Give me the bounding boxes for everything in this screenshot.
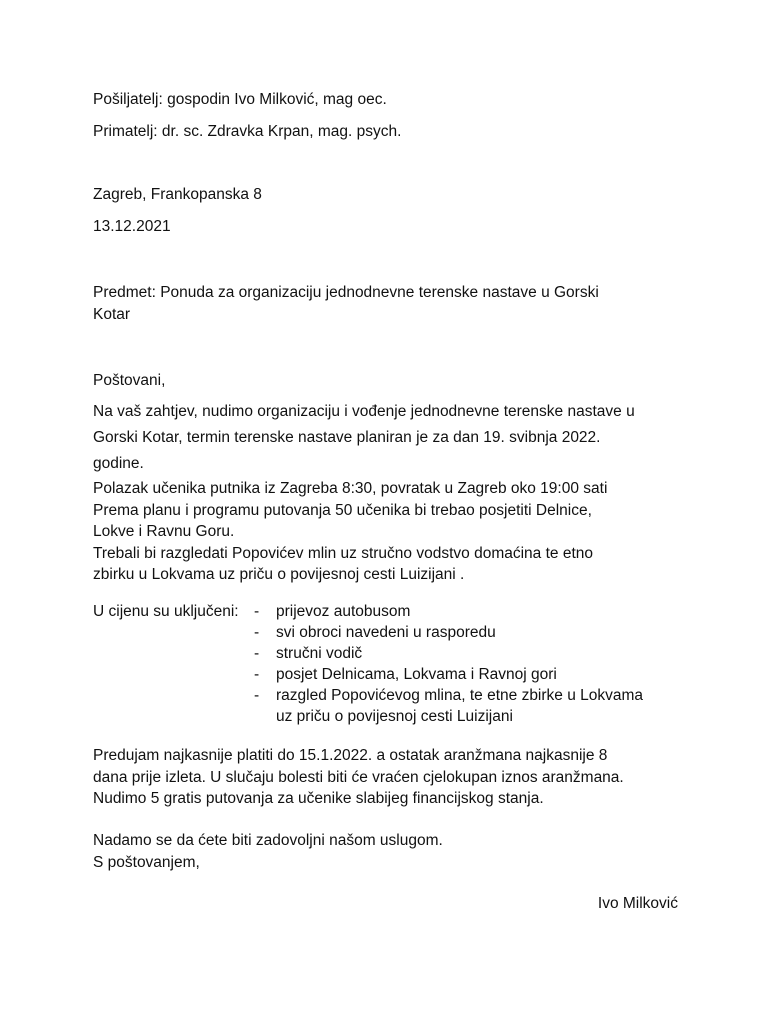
list-item-text: posjet Delnicama, Lokvama i Ravnoj gori	[276, 666, 557, 683]
included-list	[254, 601, 643, 727]
payment-line-3: Nudimo 5 gratis putovanja za učenike slabijeg financijskog stanja.	[93, 790, 544, 807]
intro-paragraph	[93, 399, 673, 477]
list-item-text: razgled Popovićevog mlina, te etne zbirke u Lokvama	[276, 687, 644, 704]
dash-bullet: -	[254, 666, 260, 683]
closing-paragraph	[93, 830, 673, 873]
intro-line-1: Na vaš zahtjev, nudimo organizaciju i vođenje jednodnevne terenske nastave u	[93, 403, 635, 420]
date-line: 13.12.2021	[93, 218, 171, 235]
list-item-text: svi obroci navedeni u rasporedu	[276, 624, 496, 641]
dash-bullet: -	[254, 687, 260, 704]
list-item	[254, 643, 643, 664]
dash-bullet: -	[254, 603, 260, 620]
payment-line-2: dana prije izleta. U slučaju bolesti biti će vraćen cjelokupan iznos aranžmana.	[93, 768, 624, 786]
subject	[93, 282, 673, 326]
details-line-3: Lokve i Ravnu Goru.	[93, 523, 235, 540]
greeting: Poštovani,	[93, 372, 166, 389]
sender-line: Pošiljatelj: gospodin Ivo Milković, mag oec.	[93, 91, 387, 108]
details-line-2: Prema planu i programu putovanja 50 učenika bi trebao posjetiti Delnice,	[93, 501, 592, 519]
included-label: U cijenu su uključeni:	[93, 603, 239, 620]
intro-line-3: godine.	[93, 455, 144, 472]
dash-bullet: -	[254, 645, 260, 662]
list-item	[254, 685, 643, 727]
details-line-1: Polazak učenika putnika iz Zagreba 8:30, povratak u Zagreb oko 19:00 sati	[93, 480, 608, 497]
payment-line-1: Predujam najkasnije platiti do 15.1.2022. a ostatak aranžmana najkasnije 8	[93, 747, 608, 764]
details-line-5: zbirku u Lokvama uz priču o povijesnoj cesti Luizijani .	[93, 566, 465, 583]
payment-paragraph	[93, 745, 673, 810]
closing-line-2: S poštovanjem,	[93, 853, 200, 871]
closing-line-1: Nadamo se da ćete biti zadovoljni našom uslugom.	[93, 832, 443, 849]
recipient-line: Primatelj: dr. sc. Zdravka Krpan, mag. psych.	[93, 123, 402, 140]
dash-bullet: -	[254, 624, 260, 641]
list-item	[254, 622, 643, 643]
list-item-text: stručni vodič	[276, 645, 363, 662]
place-line: Zagreb, Frankopanska 8	[93, 186, 262, 203]
signature: Ivo Milković	[597, 895, 678, 912]
list-item	[254, 601, 643, 622]
list-item-text: prijevoz autobusom	[276, 603, 411, 620]
list-item	[254, 664, 643, 685]
subject-line-2: Kotar	[93, 306, 131, 323]
details-paragraph	[93, 478, 673, 586]
details-line-4: Trebali bi razgledati Popovićev mlin uz stručno vodstvo domaćina te etno	[93, 544, 593, 562]
list-item-text-continued: uz priču o povijesnoj cesti Luizijani	[276, 708, 513, 725]
intro-line-2: Gorski Kotar, termin terenske nastave planiran je za dan 19. svibnja 2022.	[93, 429, 601, 446]
subject-line-1: Predmet: Ponuda za organizaciju jednodnevne terenske nastave u Gorski	[93, 284, 599, 301]
